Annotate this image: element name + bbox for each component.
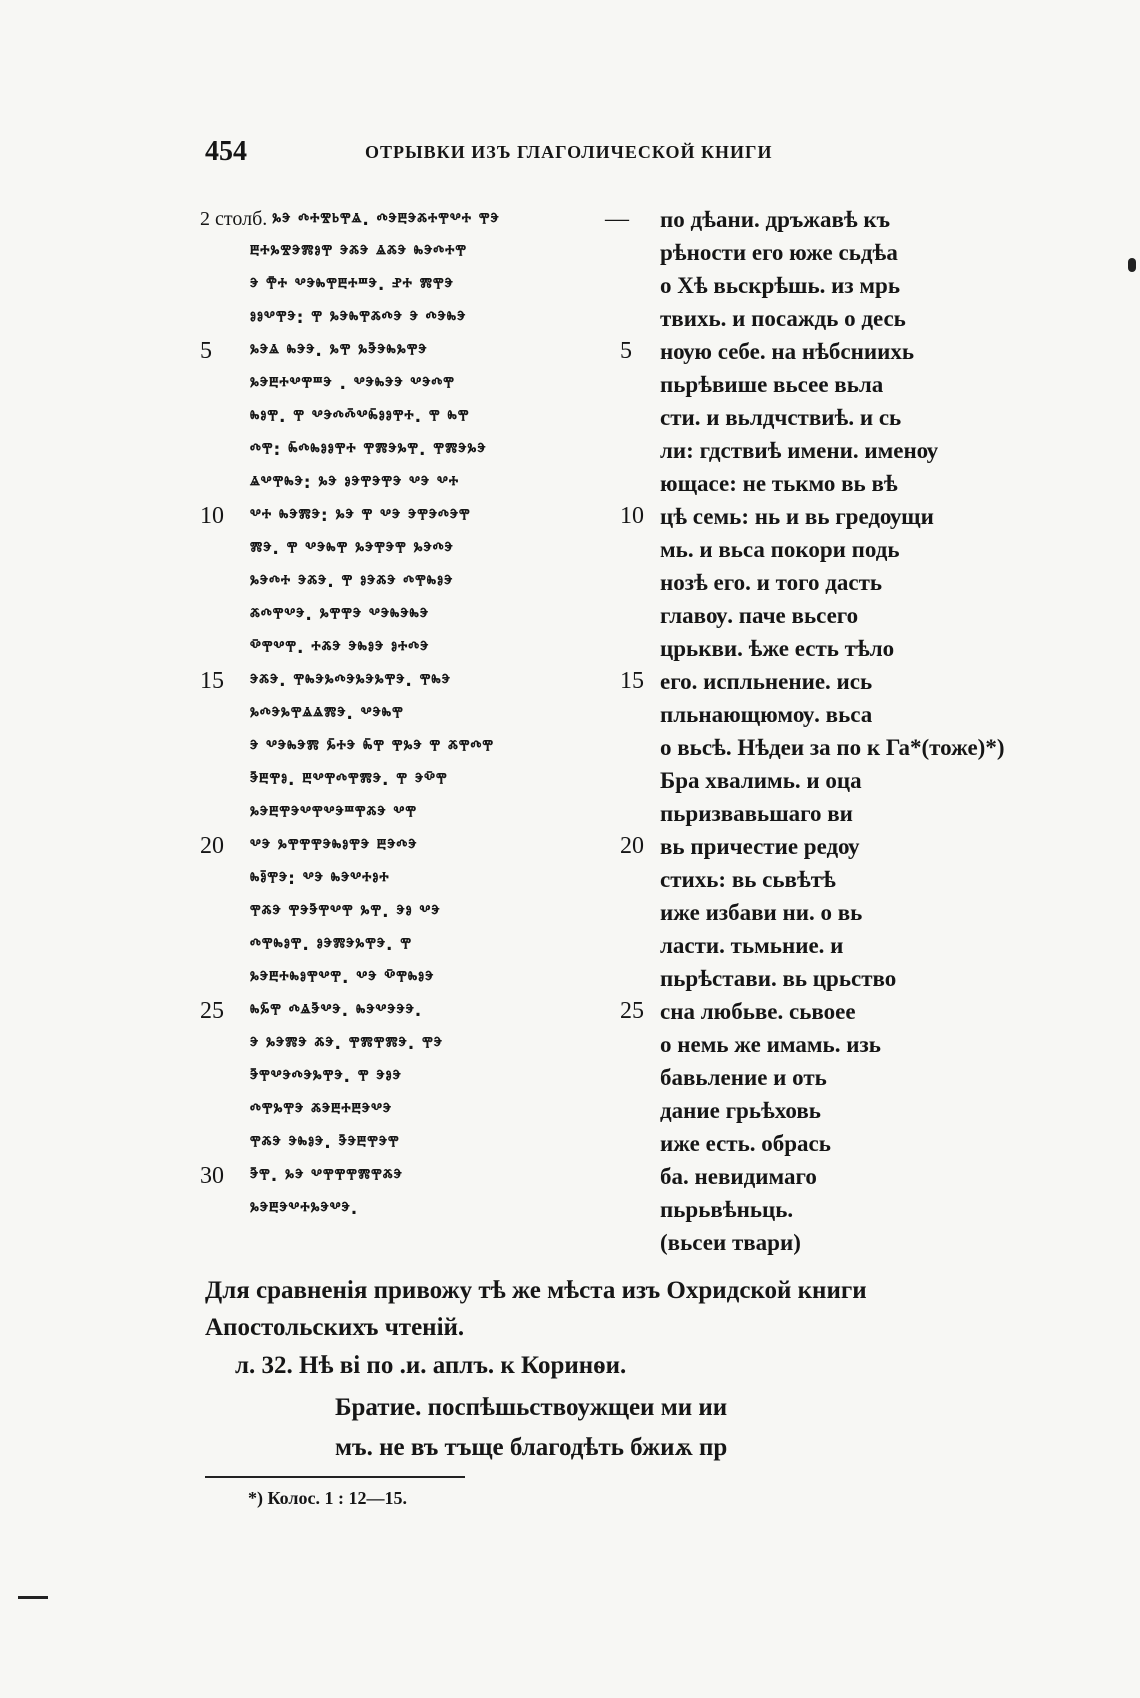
- line-number: 5: [620, 338, 632, 364]
- line-text: Бра хвалимь. и оца: [660, 768, 862, 793]
- right-line: [618, 698, 1018, 731]
- left-line: [200, 335, 620, 368]
- line-number: 15: [620, 668, 644, 694]
- right-line: [618, 929, 1018, 962]
- line-text: 2 столб. ⰳⰵ ⰴⰰⰺⱃⰹⱑ. ⰴⰵⰱⰵⰶⰰⰹⰲⰰ ⰹⰵ: [200, 208, 500, 230]
- line-text: пьрѣстави. вь црьство: [660, 966, 897, 991]
- line-number: 25: [200, 998, 224, 1024]
- reference-line-3: мъ. не въ тъще благодѣть бжиѫ пр: [335, 1434, 728, 1461]
- line-text: ⰵ̄ⰱⰹⱁ. ⰱⰲⰹⰴⰹⰿⰵ. ⰹ ⰵⰲ̄ⰹ: [250, 770, 448, 790]
- line-text: вь причестие редѹ: [660, 834, 860, 859]
- reference-line-2: Братие. поспѣшьствоужщеи ми ии: [335, 1394, 728, 1421]
- line-text: о Хѣ вьскрѣшь. из мрь: [660, 273, 900, 298]
- left-line: [200, 764, 620, 797]
- right-line: [618, 1193, 1018, 1226]
- scan-speck: [1128, 258, 1136, 272]
- line-number: 20: [200, 833, 224, 859]
- cyrillic-column: [618, 203, 1018, 1259]
- page-number: 454: [205, 136, 247, 167]
- right-line: [618, 599, 1018, 632]
- line-text: ⰲⰰ ⰸⰵⰿⰵ: ⰳⰵ ⰹ ⰲⰵ ⰵⰹⰵⰴⰵⰹ: [250, 506, 471, 526]
- line-text: ⰳⰵⰱⰵⰲⰰⰳⰵⰲⰵ.: [250, 1199, 359, 1219]
- right-line: [618, 1127, 1018, 1160]
- line-text: мь. и вьса покори подь: [660, 537, 900, 562]
- right-line: [618, 434, 1018, 467]
- glagolitic-column: [200, 203, 629, 1226]
- line-text: о немь же имамь. изь: [660, 1032, 881, 1057]
- right-line: [618, 995, 1018, 1028]
- line-text: главѹ. паче вьсего: [660, 603, 859, 628]
- left-line: [200, 533, 620, 566]
- line-text: ли: гдствиѣ имени. именѹ: [660, 438, 938, 463]
- right-line: [618, 269, 1018, 302]
- right-line: [618, 302, 1018, 335]
- right-line: [618, 632, 1018, 665]
- line-text: ⰹⰶⰵ ⰵⰸⱁⰵ. ⰵ̄ⰵⰱⰹⰵⰹ: [250, 1133, 400, 1153]
- left-line: [200, 1127, 620, 1160]
- column-separator-dash: —: [605, 206, 629, 232]
- line-text: пьризвавьшаго ви: [660, 801, 853, 826]
- line-text: ⰳⰵⰱⰹⰵⰲⰹⰲⰵⱎⰹⰶⰵ ⰲⰹ: [250, 803, 417, 823]
- left-line: [200, 302, 620, 335]
- left-line: [200, 1061, 620, 1094]
- line-text: ⰳⰵⰱⰰⰲⰹⱎⰵ . ⰲⰵⰸⰵⰵ ⰲⰵⰴⰹ: [250, 374, 455, 394]
- line-text: сна любьве. сьвоее: [660, 999, 856, 1024]
- left-line: [200, 467, 620, 500]
- right-line: [618, 731, 1018, 764]
- right-line: [618, 1094, 1018, 1127]
- line-text: нозѣ его. и того дасть: [660, 570, 883, 595]
- scan-speck: [18, 1596, 48, 1599]
- right-line: [618, 863, 1018, 896]
- footnote: *) Колос. 1 : 12—15.: [248, 1488, 407, 1508]
- line-text: ба. невидимаго: [660, 1164, 817, 1189]
- line-text: рѣности его юже сьдѣа: [660, 240, 898, 265]
- line-text: ⱑⰲⰹⰸⰵ: ⰳⰵ ⱁⰵⰹⰵⰹⰵ ⰲⰵ ⰲⰰ: [250, 473, 460, 493]
- line-text: ⰱⰰⰳⰺⰵⰿⱁⰹ ⰵⰶⰵ ⱑⰶⰵ ⰸⰵⰴⰰⰹ: [250, 242, 468, 262]
- left-line: [200, 797, 620, 830]
- left-line: [200, 1094, 620, 1127]
- line-text: ⰹⰶⰵ ⰹⰵⰵ̄ⰹⰲⰹ ⰳⰹ. ⰵⱁ ⰲⰵ: [250, 902, 441, 922]
- right-line: [618, 236, 1018, 269]
- line-text: црькви. ѣже есть тѣло: [660, 636, 895, 661]
- left-line: [200, 896, 620, 929]
- left-line: [200, 500, 620, 533]
- left-line: [200, 830, 620, 863]
- line-text: ⰿⰵ. ⰹ ⰲⰵⰸⰹ ⰳⰵⰹⰵⰹ ⰳⰵⰴⰵ: [250, 539, 454, 559]
- line-text: пьрьвѣньць.: [660, 1197, 794, 1222]
- left-line: [200, 566, 620, 599]
- right-line: [618, 368, 1018, 401]
- page-header: [205, 136, 825, 176]
- right-line: [618, 830, 1018, 863]
- line-text: твихь. и посаждь о десь: [660, 306, 906, 331]
- right-line: [618, 533, 1018, 566]
- left-line: [200, 863, 620, 896]
- line-text: ⰵ̄ⰹ. ⰳⰵ ⰲⰹⰹⰹⰿⰹⰶⰵ: [250, 1166, 403, 1186]
- left-line: [200, 1028, 620, 1061]
- line-text: пьрѣвише вьсее вьла: [660, 372, 884, 397]
- running-title: ОТРЫВКИ ИЗЪ ГЛАГОЛИЧЕСКОЙ КНИГИ: [365, 142, 773, 162]
- line-text: дание грьѣховь: [660, 1098, 821, 1123]
- left-line: [200, 1160, 620, 1193]
- line-text: по дѣани. дръжавѣ къ: [660, 207, 891, 232]
- line-text: ⰵ ⰹ̄ⰰ ⰲⰵⰸⰹⰱⰰⱎⰵ. ⱀⰰ ⰿⰹⰵ: [250, 275, 454, 295]
- right-line: [618, 896, 1018, 929]
- left-line: [200, 368, 620, 401]
- line-text: иже избави ни. о вь: [660, 900, 863, 925]
- line-text: ⰳⰵⰴⰰ ⰵⰶⰵ. ⰹ ⱁⰵⰶⰵ ⰴⰹⰸⱁⰵ: [250, 572, 454, 592]
- line-text: ⰳⰵⱑ ⰸⰵⰵ. ⰳⰹ ⰳⰵ̄ⰵⰸⰳⰹⰵ: [250, 341, 428, 361]
- left-line: [200, 962, 620, 995]
- line-text: ⰳⰴⰵⰳⰹⱑⱑⰿⰵ. ⰲⰵⰸⰹ: [250, 704, 404, 724]
- line-number: 10: [200, 503, 224, 529]
- line-text: ⰵ ⰳⰵⰿⰵ ⰶⰵ. ⰹⰿⰹⰿⰵ. ⰹⰵ: [250, 1034, 443, 1054]
- line-text: ⰸⱁⰹ. ⰹ ⰲⰵⰴⰴ̄ⰲⰸ̄ⱁⱁⰹⰰ. ⰹ ⰸⰹ: [250, 407, 470, 427]
- right-line: [618, 1061, 1018, 1094]
- line-number: 5: [200, 338, 212, 364]
- left-line: [200, 1193, 620, 1226]
- line-text: нѹю себе. на нѣбсниихь: [660, 339, 915, 364]
- line-number: 15: [200, 668, 224, 694]
- reference-line-1: л. 32. Нѣ ві по .и. аплъ. к Коринѳи.: [235, 1352, 627, 1379]
- left-line: [200, 401, 620, 434]
- line-text: ⱁⱁⰲⰹⰵ: ⰹ ⰳⰵⰸⰹⰶⰴⰵ ⰵ ⰴⰵⰸⰵ: [250, 308, 467, 328]
- right-line: [618, 797, 1018, 830]
- line-text: ⰴⰹⰳⰹⰵ ⰶⰵⰱⰰⰱⰵⰲⰵ: [250, 1100, 393, 1120]
- right-line: [618, 1160, 1018, 1193]
- left-line: [200, 929, 620, 962]
- line-number: 25: [620, 998, 644, 1024]
- right-line: [618, 335, 1018, 368]
- line-text: ⰵ ⰲⰵⰸⰵⰿ ⰳ̄ⰰⰵ ⰸ̄ⰹ ⰹⰳⰵ ⰹ ⰶⰹⰴⰹ: [250, 737, 495, 757]
- line-text: пльнающюмѹ. вьса: [660, 702, 873, 727]
- line-text: ⰸⱁ̄ⰹⰵ: ⰲⰵ ⰸⰵⰲⰰⱁⰰ: [250, 869, 390, 889]
- line-number: 20: [620, 833, 644, 859]
- line-text: (вьсеи твари): [660, 1230, 801, 1255]
- left-line: [200, 632, 620, 665]
- comparison-paragraph: Для сравненія привожу тѣ же мѣста изъ Охридской книги Апостольскихъ чтеній.: [205, 1277, 867, 1341]
- left-line: [200, 269, 620, 302]
- right-line: [618, 1028, 1018, 1061]
- line-text: иже есть. обрась: [660, 1131, 831, 1156]
- line-text: его. испльнение. ись: [660, 669, 873, 694]
- line-text: ⰲⰵ ⰳⰹⰹⰹⰵⰸⱁⰹⰵ ⰱⰵⰴⰵ: [250, 836, 418, 856]
- footnote-rule: [205, 1476, 465, 1478]
- right-line: [618, 962, 1018, 995]
- line-text: ⰲ̄ⰹⰲⰹ. ⰰⰶⰵ ⰵⰸⱁⰵ ⱁⰰⰴⰵ: [250, 638, 430, 658]
- right-line: [618, 566, 1018, 599]
- line-number: 10: [620, 503, 644, 529]
- line-text: ⰴⰹⰸⱁⰹ. ⱁⰵⰿⰵⰳⰹⰵ. ⰹ: [250, 935, 413, 955]
- line-text: стихь: вь сьвѣтѣ: [660, 867, 836, 892]
- line-text: ⰸⰳ̄ⰹ ⰴⱑⰵ̄ⰲⰵ. ⰸⰵⰲⰵⰵⰵ.: [250, 1001, 423, 1021]
- right-line: [618, 401, 1018, 434]
- left-line: [200, 236, 620, 269]
- right-line: [618, 500, 1018, 533]
- line-text: ласти. тьмьние. и: [660, 933, 844, 958]
- left-line: [200, 665, 620, 698]
- right-line: [618, 203, 1018, 236]
- line-text: ⰳⰵⰱⰰⰸⱁⰹⰲⰹ. ⰲⰵ ⰲ̄ⰹⰸⱁⰵ: [250, 968, 435, 988]
- line-text: ⰶⰴⰹⰲⰵ. ⰳⰹⰹⰵ ⰲⰵⰸⰵⰸⰵ: [250, 605, 429, 625]
- right-line: [618, 764, 1018, 797]
- line-text: бавьление и оть: [660, 1065, 827, 1090]
- line-text: цѣ семь: нь и вь гредѹщи: [660, 504, 934, 529]
- left-line: [200, 434, 620, 467]
- line-text: ⰵⰶⰵ. ⰹⰸⰵⰳⰴⰵⰳⰵⰳⰹⰵ. ⰹⰸⰵ: [250, 671, 451, 691]
- line-text: ющасе: не тькмо вь вѣ: [660, 471, 898, 496]
- left-line: [200, 731, 620, 764]
- column-label: 2 столб.: [200, 208, 273, 230]
- left-line: [200, 698, 620, 731]
- line-text: сти. и вьлдчствиѣ. и сь: [660, 405, 902, 430]
- left-line: [200, 599, 620, 632]
- line-text: о вьсѣ. Нѣдеи за по к Га*(тоже)*): [660, 735, 1005, 760]
- right-line: [618, 665, 1018, 698]
- line-number: 30: [200, 1163, 224, 1189]
- line-text: ⰵ̄ⰹⰲⰵⰴⰵⰳⰹⰵ. ⰹ ⰵⱁⰵ: [250, 1067, 402, 1087]
- line-text: ⰴⰹ: ⰸ̄ⰴⰸⱁⱁⰹⰰ ⰹⰿⰵⰳⰹ. ⰹⰿⰵⰳⰵ: [250, 440, 487, 460]
- right-line: [618, 1226, 1018, 1259]
- left-line: [200, 203, 629, 236]
- right-line: [618, 467, 1018, 500]
- left-line: [200, 995, 620, 1028]
